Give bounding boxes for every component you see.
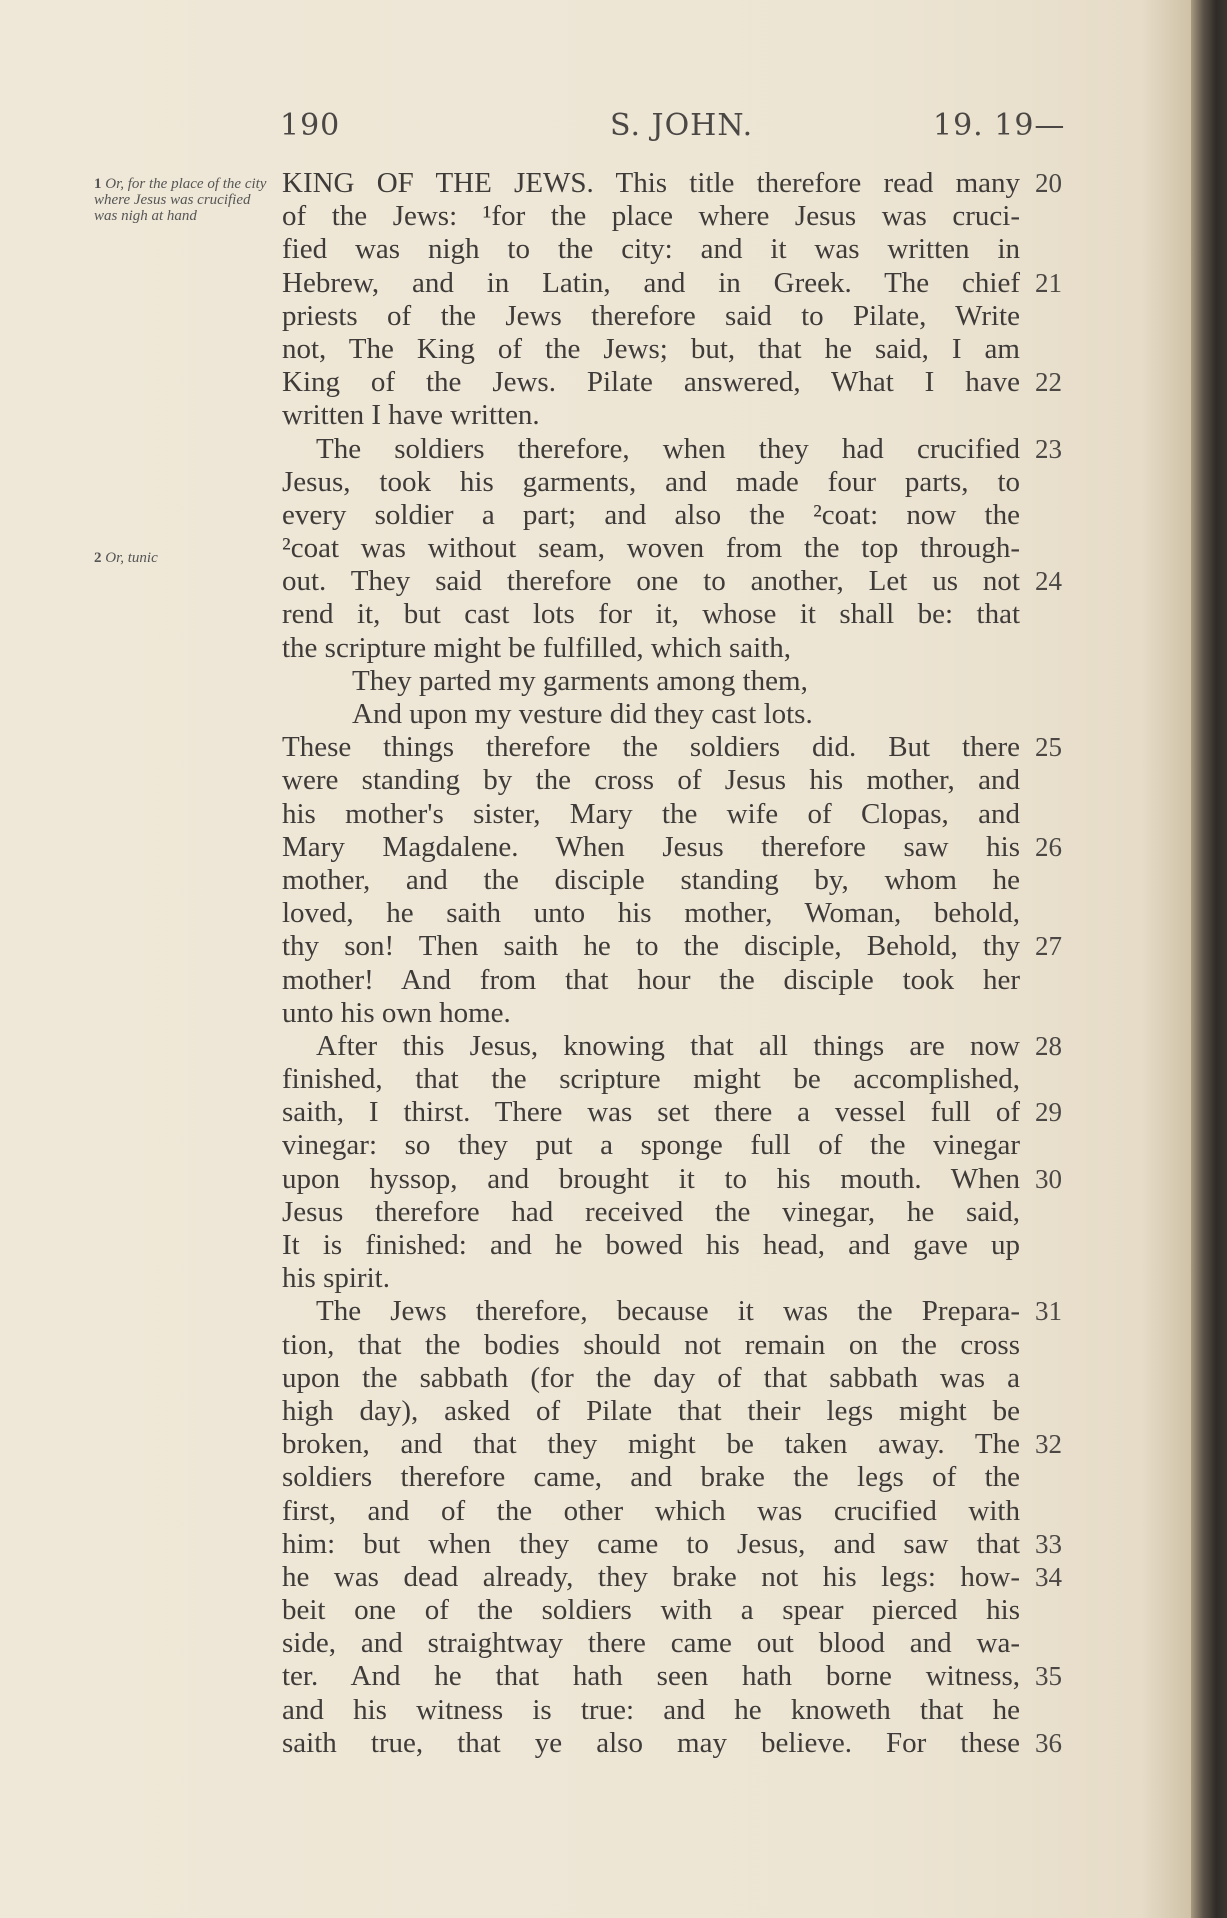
text-line-content: These things therefore the soldiers did. But there bbox=[282, 731, 1020, 764]
text-line-content: were standing by the cross of Jesus his mother, and bbox=[282, 764, 1020, 797]
text-line-content: And upon my vesture did they cast lots. bbox=[352, 698, 813, 730]
text-line-content: mother! And from that hour the disciple took her bbox=[282, 963, 1020, 996]
text-line-content: tion, that the bodies should not remain on the cross bbox=[282, 1328, 1020, 1361]
text-line bbox=[282, 233, 1062, 266]
text-line-content: broken, and that they might be taken away. The bbox=[282, 1428, 1020, 1461]
text-line bbox=[282, 1229, 1062, 1262]
text-line bbox=[282, 764, 1062, 797]
text-line-content: Mary Magdalene. When Jesus therefore saw his bbox=[282, 830, 1020, 863]
text-line-content: beit one of the soldiers with a spear pierced his bbox=[282, 1594, 1020, 1627]
verse-number: 20 bbox=[1035, 168, 1062, 198]
verse-number: 30 bbox=[1035, 1163, 1062, 1194]
verse-number: 29 bbox=[1035, 1097, 1062, 1128]
text-line-content: unto his own home. bbox=[282, 996, 511, 1029]
text-line bbox=[282, 466, 1062, 499]
text-line-content: written I have written. bbox=[282, 399, 540, 432]
text-line-content: priests of the Jews therefore said to Pilate, Write bbox=[282, 299, 1020, 332]
text-line bbox=[282, 366, 1062, 399]
text-line-content: finished, that the scripture might be accomplished, bbox=[282, 1063, 1020, 1096]
text-line bbox=[282, 930, 1062, 963]
text-line-content: KING OF THE JEWS. This title therefore read many bbox=[282, 167, 1020, 199]
text-line bbox=[282, 1660, 1062, 1693]
text-line bbox=[282, 399, 1062, 432]
page-number: 190 bbox=[280, 108, 341, 143]
text-line-content: his spirit. bbox=[282, 1262, 390, 1295]
text-line bbox=[282, 731, 1062, 764]
text-line-content: King of the Jews. Pilate answered, What I have bbox=[282, 366, 1020, 399]
text-line bbox=[282, 1694, 1062, 1727]
verse-number: 34 bbox=[1035, 1561, 1062, 1592]
text-line bbox=[282, 864, 1062, 897]
margin-note-1 bbox=[94, 176, 272, 224]
text-line-content: Jesus therefore had received the vinegar, he said, bbox=[282, 1195, 1020, 1228]
text-line bbox=[282, 1495, 1062, 1528]
text-line bbox=[282, 1727, 1062, 1760]
verse-number: 33 bbox=[1035, 1528, 1062, 1559]
text-line-content: first, and of the other which was crucified with bbox=[282, 1494, 1020, 1527]
verse-number: 25 bbox=[1035, 732, 1062, 763]
text-line bbox=[282, 1262, 1062, 1295]
text-line bbox=[282, 698, 1062, 731]
text-line bbox=[282, 897, 1062, 930]
text-line-content: The Jews therefore, because it was the Prepara- bbox=[316, 1295, 1020, 1328]
text-line bbox=[282, 1627, 1062, 1660]
margin-note-text: Or, for the place of the city where Jesus was crucified was nigh at hand bbox=[94, 176, 267, 224]
text-line-content: side, and straightway there came out blood and wa- bbox=[282, 1627, 1020, 1660]
text-line bbox=[282, 1163, 1062, 1196]
text-line bbox=[282, 598, 1062, 631]
text-line-content: fied was nigh to the city: and it was written in bbox=[282, 233, 1020, 266]
text-line bbox=[282, 1561, 1062, 1594]
text-line-content: and his witness is true: and he knoweth that he bbox=[282, 1693, 1020, 1726]
text-line bbox=[282, 1395, 1062, 1428]
text-line bbox=[282, 1594, 1062, 1627]
running-title: S. JOHN. bbox=[610, 108, 754, 143]
text-line-content: his mother's sister, Mary the wife of Clopas, and bbox=[282, 797, 1020, 830]
text-line-content: upon the sabbath (for the day of that sabbath was a bbox=[282, 1361, 1020, 1394]
verse-number: 21 bbox=[1035, 267, 1062, 298]
text-line bbox=[282, 1295, 1062, 1328]
text-line bbox=[282, 1528, 1062, 1561]
text-line bbox=[282, 300, 1062, 333]
text-line bbox=[282, 964, 1062, 997]
text-line-content: loved, he saith unto his mother, Woman, behold, bbox=[282, 897, 1020, 930]
text-line-content: thy son! Then saith he to the disciple, Behold, thy bbox=[282, 930, 1020, 963]
verse-number: 35 bbox=[1035, 1661, 1062, 1692]
text-line-content: high day), asked of Pilate that their legs might be bbox=[282, 1394, 1020, 1427]
text-line bbox=[282, 1096, 1062, 1129]
text-line bbox=[282, 1196, 1062, 1229]
text-line-content: the scripture might be fulfilled, which saith, bbox=[282, 631, 791, 664]
text-line bbox=[282, 798, 1062, 831]
text-line bbox=[282, 267, 1062, 300]
text-line-content: saith true, that ye also may believe. For these bbox=[282, 1726, 1020, 1759]
text-line bbox=[282, 997, 1062, 1030]
text-line-content: ²coat was without seam, woven from the top through- bbox=[282, 532, 1020, 565]
text-line-content: saith, I thirst. There was set there a vessel full of bbox=[282, 1096, 1020, 1129]
text-line-content: upon hyssop, and brought it to his mouth. When bbox=[282, 1162, 1020, 1195]
text-line bbox=[282, 200, 1062, 233]
text-line bbox=[282, 831, 1062, 864]
chapter-verse-reference: 19. 19— bbox=[933, 108, 1066, 143]
text-line-content: him: but when they came to Jesus, and saw that bbox=[282, 1527, 1020, 1560]
verse-number: 26 bbox=[1035, 831, 1062, 862]
text-line-content: rend it, but cast lots for it, whose it shall be: that bbox=[282, 598, 1020, 631]
text-line-content: mother, and the disciple standing by, whom he bbox=[282, 863, 1020, 896]
text-line-content: Hebrew, and in Latin, and in Greek. The chief bbox=[282, 266, 1020, 299]
text-line bbox=[282, 433, 1062, 466]
text-line bbox=[282, 565, 1062, 598]
verse-number: 27 bbox=[1035, 931, 1062, 962]
text-line bbox=[282, 532, 1062, 565]
book-spine-edge bbox=[1191, 0, 1227, 1918]
text-line bbox=[282, 1329, 1062, 1362]
verse-number: 31 bbox=[1035, 1296, 1062, 1327]
verse-number: 22 bbox=[1035, 367, 1062, 398]
margin-note-text: Or, tunic bbox=[105, 550, 158, 566]
text-line-content: of the Jews: ¹for the place where Jesus was cruci- bbox=[282, 200, 1020, 233]
text-line-content: They parted my garments among them, bbox=[352, 664, 808, 697]
text-line bbox=[282, 665, 1062, 698]
verse-number: 23 bbox=[1035, 433, 1062, 464]
text-line-content: It is finished: and he bowed his head, and gave up bbox=[282, 1229, 1020, 1261]
text-line bbox=[282, 1461, 1062, 1494]
text-line-content: ter. And he that hath seen hath borne witness, bbox=[282, 1660, 1020, 1693]
text-line bbox=[282, 499, 1062, 532]
text-line bbox=[282, 1362, 1062, 1395]
margin-note-label: 1 bbox=[94, 176, 102, 192]
text-line-content: he was dead already, they brake not his legs: how- bbox=[282, 1560, 1020, 1593]
text-line bbox=[282, 167, 1062, 200]
text-line bbox=[282, 1129, 1062, 1162]
scripture-text-block bbox=[282, 167, 1062, 1760]
verse-number: 28 bbox=[1035, 1030, 1062, 1061]
text-line bbox=[282, 1428, 1062, 1461]
text-line-content: Jesus, took his garments, and made four parts, to bbox=[282, 465, 1020, 498]
text-line-content: After this Jesus, knowing that all things are now bbox=[316, 1029, 1020, 1062]
text-line bbox=[282, 1063, 1062, 1096]
text-line-content: soldiers therefore came, and brake the legs of the bbox=[282, 1461, 1020, 1494]
verse-number: 36 bbox=[1035, 1727, 1062, 1758]
verse-number: 24 bbox=[1035, 566, 1062, 597]
margin-note-label: 2 bbox=[94, 550, 102, 566]
text-line-content: every soldier a part; and also the ²coat: now the bbox=[282, 498, 1020, 531]
text-line-content: The soldiers therefore, when they had crucified bbox=[316, 432, 1020, 465]
text-line-content: not, The King of the Jews; but, that he said, I am bbox=[282, 332, 1020, 365]
text-line-content: vinegar: so they put a sponge full of the vinegar bbox=[282, 1129, 1020, 1162]
text-line-content: out. They said therefore one to another, Let us not bbox=[282, 565, 1020, 598]
margin-note-2 bbox=[94, 550, 272, 566]
text-line bbox=[282, 333, 1062, 366]
verse-number: 32 bbox=[1035, 1429, 1062, 1460]
text-line bbox=[282, 1030, 1062, 1063]
text-line bbox=[282, 632, 1062, 665]
